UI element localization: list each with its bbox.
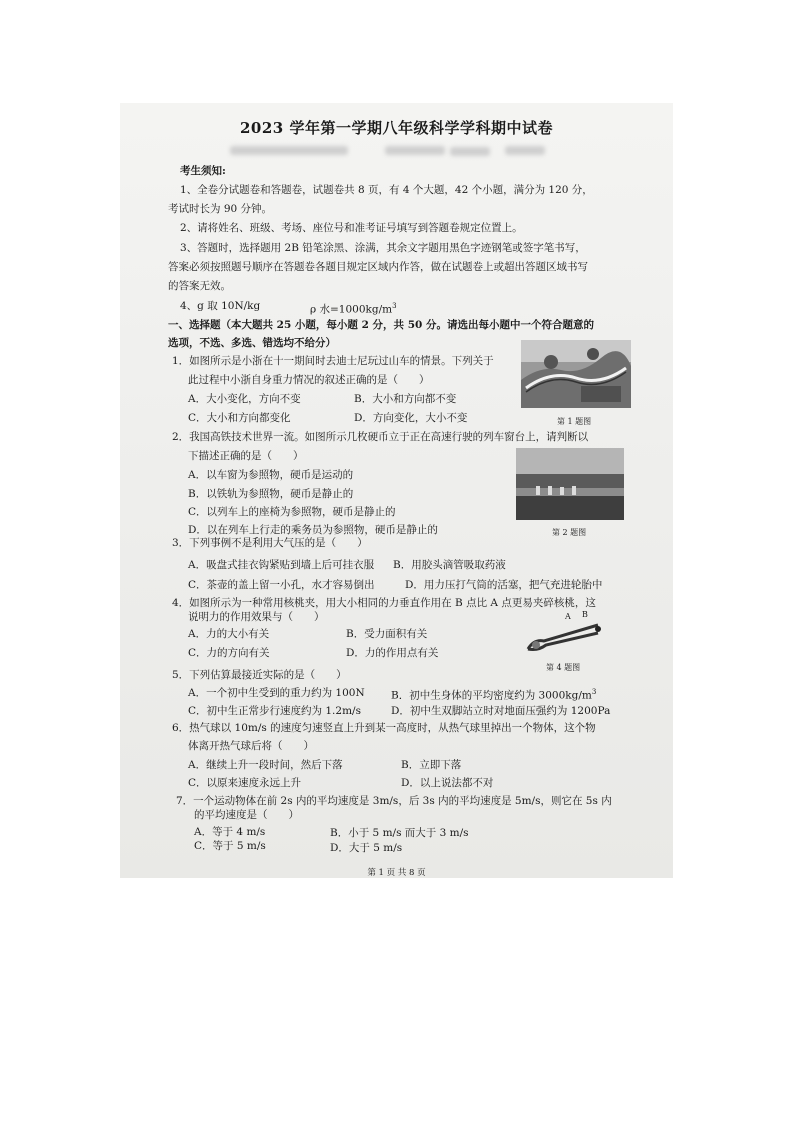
q4-point-b-label: B [582,610,588,619]
section-1-heading-cont: 选项，不选、多选、错选均不给分） [168,337,336,349]
q3-option-c: C．茶壶的盖上留一小孔，水才容易倒出 [188,579,375,591]
q7-option-c: C．等于 5 m/s [194,840,266,852]
q6-stem-cont: 体离开热气球后将（ ） [188,740,314,752]
notice-item-1-cont: 考试时长为 90 分钟。 [168,203,273,215]
q2-option-b: B．以铁轨为参照物，硬币是静止的 [188,488,354,500]
q2-stem: 2．我国高铁技术世界一流。如图所示几枚硬币立于正在高速行驶的列车窗台上，请判断以 [172,431,589,443]
q2-stem-cont: 下描述正确的是（ ） [188,450,304,462]
q3-option-d: D．用力压打气筒的活塞，把气充进轮胎中 [405,579,603,591]
q7-option-d: D．大于 5 m/s [330,842,403,854]
q4-stem: 4．如图所示为一种常用核桃夹，用大小相同的力垂直作用在 B 点比 A 点更易夹碎核桃，这 [172,597,596,609]
q7-option-b: B．小于 5 m/s 而大于 3 m/s [330,827,469,839]
q7-option-a: A．等于 4 m/s [194,826,266,838]
q1-stem: 1．如图所示是小浙在十一期间时去迪士尼玩过山车的情景。下列关于 [172,355,494,367]
notice-item-3-cont-2: 的答案无效。 [168,280,231,292]
notice-heading: 考生须知: [180,165,226,177]
q7-stem: 7．一个运动物体在前 2s 内的平均速度是 3m/s，后 3s 内的平均速度是 5m/s，则它在 5s 内 [176,795,612,807]
q6-option-d: D．以上说法都不对 [401,777,494,789]
q3-option-b: B．用胶头滴管吸取药液 [393,559,506,571]
notice-item-3-cont-1: 答案必须按照题号顺序在答题卷各题目规定区域内作答，做在试题卷上或超出答题区域书写 [168,261,588,273]
notice-item-4-density: ρ 水$=1000kg/m^3$ [310,302,397,316]
q5-option-b: B．初中生身体的平均密度约为 $3000kg/m^3$ [391,688,597,702]
section-1-heading: 一、选择题（本大题共 25 小题，每小题 2 分，共 50 分。请选出每小题中一个符合题意的 [168,319,594,331]
q4-option-b: B．受力面积有关 [346,628,428,640]
q4-point-a-label: A [565,612,571,621]
q4-option-c: C．力的方向有关 [188,647,270,659]
q4-figure-caption: 第 4 题图 [546,663,581,672]
q4-nutcracker-figure [524,613,602,657]
q3-stem: 3．下列事例不是利用大气压的是（ ） [172,537,368,549]
q6-option-b: B．立即下落 [401,759,462,771]
q1-figure-caption: 第 1 题图 [557,417,592,426]
notice-item-4-g: 4、g 取 10N/kg [180,300,261,312]
notice-item-2: 2、请将姓名、班级、考场、座位号和准考证号填写到答题卷规定位置上。 [180,222,523,234]
q1-option-a: A．大小变化，方向不变 [188,393,301,405]
exam-page [120,103,673,878]
q2-figure-caption: 第 2 题图 [552,528,587,537]
q5-option-a: A．一个初中生受到的重力约为 100N [188,687,365,699]
q6-option-c: C．以原来速度永远上升 [188,777,302,789]
q5-stem: 5．下列估算最接近实际的是（ ） [172,669,347,681]
q2-train-window-photo [516,448,624,520]
q6-option-a: A．继续上升一段时间，然后下落 [188,759,343,771]
q1-rollercoaster-photo [521,340,631,408]
q2-option-d: D．以在列车上行走的乘务员为参照物，硬币是静止的 [188,524,438,536]
q5-option-c: C．初中生正常步行速度约为 1.2m/s [188,705,361,717]
q1-option-d: D．方向变化，大小不变 [354,412,468,424]
q6-stem: 6．热气球以 10m/s 的速度匀速竖直上升到某一高度时，从热气球里掉出一个物体，这个物 [172,722,596,734]
page-footer: 第 1 页 共 8 页 [367,868,426,878]
q5-option-d: D．初中生双脚站立时对地面压强约为 1200Pa [391,705,611,717]
q2-option-a: A．以车窗为参照物，硬币是运动的 [188,469,354,481]
q1-stem-cont: 此过程中小浙自身重力情况的叙述正确的是（ ） [188,374,430,386]
q1-option-c: C．大小和方向都变化 [188,412,291,424]
notice-item-1: 1、全卷分试题卷和答题卷，试题卷共 8 页，有 4 个大题，42 个小题，满分为 120 分， [180,184,593,196]
q2-option-c: C．以列车上的座椅为参照物，硬币是静止的 [188,506,396,518]
exam-title: 2023 学年第一学期八年级科学学科期中试卷 [240,119,553,137]
notice-item-3: 3、答题时，选择题用 2B 铅笔涂黑、涂满，其余文字题用黑色字迹钢笔或签字笔书写， [180,242,586,254]
q7-stem-cont: 的平均速度是（ ） [194,809,299,821]
q4-stem-cont: 说明力的作用效果与（ ） [188,611,325,623]
q3-option-a: A．吸盘式挂衣钩紧贴到墙上后可挂衣服 [188,559,375,571]
q4-option-a: A．力的大小有关 [188,628,270,640]
q4-option-d: D．力的作用点有关 [346,647,439,659]
q1-option-b: B．大小和方向都不变 [354,393,457,405]
